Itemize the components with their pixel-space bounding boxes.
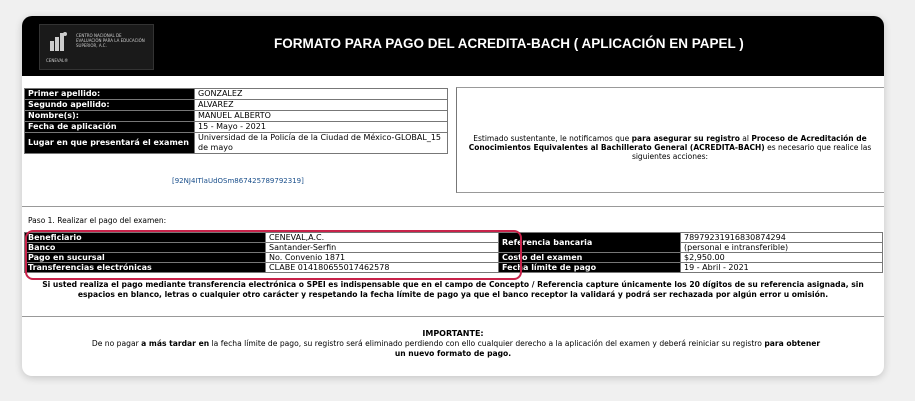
important-title: IMPORTANTE: [422,329,484,338]
transferencias-label: Transferencias electrónicas [25,263,266,273]
banco-label: Banco [25,243,266,253]
ceneval-logo [39,24,154,70]
referencia-label: Referencia bancaria [499,233,681,253]
divider [22,206,884,207]
step-1-label: Paso 1. Realizar el pago del examen: [28,216,167,225]
nombres-label: Nombre(s): [25,111,195,122]
table-row [25,100,448,111]
important-part: De no pagar [91,339,142,348]
logo-text: CENTRO NACIONAL DE EVALUACIÓN PARA LA EDUCACIÓN SUPERIOR, A.C. [76,33,145,48]
table-row [25,89,448,100]
segundo-apellido-label: Segundo apellido: [25,100,195,111]
notice-text [456,134,884,161]
referencia-note: (personal e intransferible) [681,243,883,253]
highlight-box [25,230,522,280]
primer-apellido-value: GONZALEZ [195,89,448,100]
transferencias-value: CLABE 014180655017462578 [266,263,499,273]
registration-token: [92NJ4ITlaUdOSm867425789792319] [172,177,304,185]
page-title: FORMATO PARA PAGO DEL ACREDITA-BACH ( APLICACIÓN EN PAPEL ) [274,36,744,51]
banco-value: Santander-Serfin [266,243,499,253]
payment-form-card [22,16,884,376]
fecha-aplicacion-label: Fecha de aplicación [25,122,195,133]
table-row [25,133,448,154]
fecha-limite-label: Fecha límite de pago [499,263,681,273]
divider [22,316,884,317]
important-text-2: un nuevo formato de pago. [394,349,512,358]
applicant-table [24,88,448,154]
nombres-value: MANUEL ALBERTO [195,111,448,122]
notice-part: Estimado sustentante, le notificamos que [473,134,632,143]
beneficiario-label: Beneficiario [25,233,266,243]
important-part: la fecha límite de pago, su registro será eliminado perdiendo con ello cualquier derecho a la aplicación del examen y deberá reiniciar su registro [209,339,765,348]
costo-label: Costo del examen [499,253,681,263]
costo-value: $2,950.00 [681,253,883,263]
form-header [22,16,884,76]
sucursal-value: No. Convenio 1871 [266,253,499,263]
important-bold: para obtener [764,339,821,348]
beneficiario-value: CENEVAL,A.C. [266,233,499,243]
notice-part: al [739,134,752,143]
notice-bold: para asegurar su registro [631,134,740,143]
ceneval-logo-icon [50,31,68,53]
table-row [25,122,448,133]
lugar-value: Universidad de la Policía de la Ciudad de México-GLOBAL_15 de mayo [195,133,448,154]
referencia-value: 78979231916830874294 [681,233,883,243]
fecha-aplicacion-value: 15 - Mayo - 2021 [195,122,448,133]
fecha-limite-value: 19 - Abril - 2021 [681,263,883,273]
lugar-label: Lugar en que presentará el examen [25,133,195,154]
important-text [28,339,884,349]
table-row [25,111,448,122]
segundo-apellido-value: ALVAREZ [195,100,448,111]
sucursal-label: Pago en sucursal [25,253,266,263]
notice-bold: Proceso de Acreditación de Conocimientos Equivalentes al Bachillerato General (ACREDITA-BACH) [468,134,867,152]
spei-warning: Si usted realiza el pago mediante transferencia electrónica o SPEI es indispensable que en el campo de Concepto / Referencia capture únicamente los 20 dígitos de su referencia asignada, sin espacios en blanco, letras o cualquier otro carácter y respetando la fecha límite de pago ya que el banco receptor la validará y podrá ser rechazada por algún error u omisión. [42,280,864,299]
important-bold: a más tardar en [141,339,210,348]
logo-brand: CENEVAL® [46,58,69,63]
notice-part: es necesario que realice las siguientes acciones: [631,143,872,161]
primer-apellido-label: Primer apellido: [25,89,195,100]
